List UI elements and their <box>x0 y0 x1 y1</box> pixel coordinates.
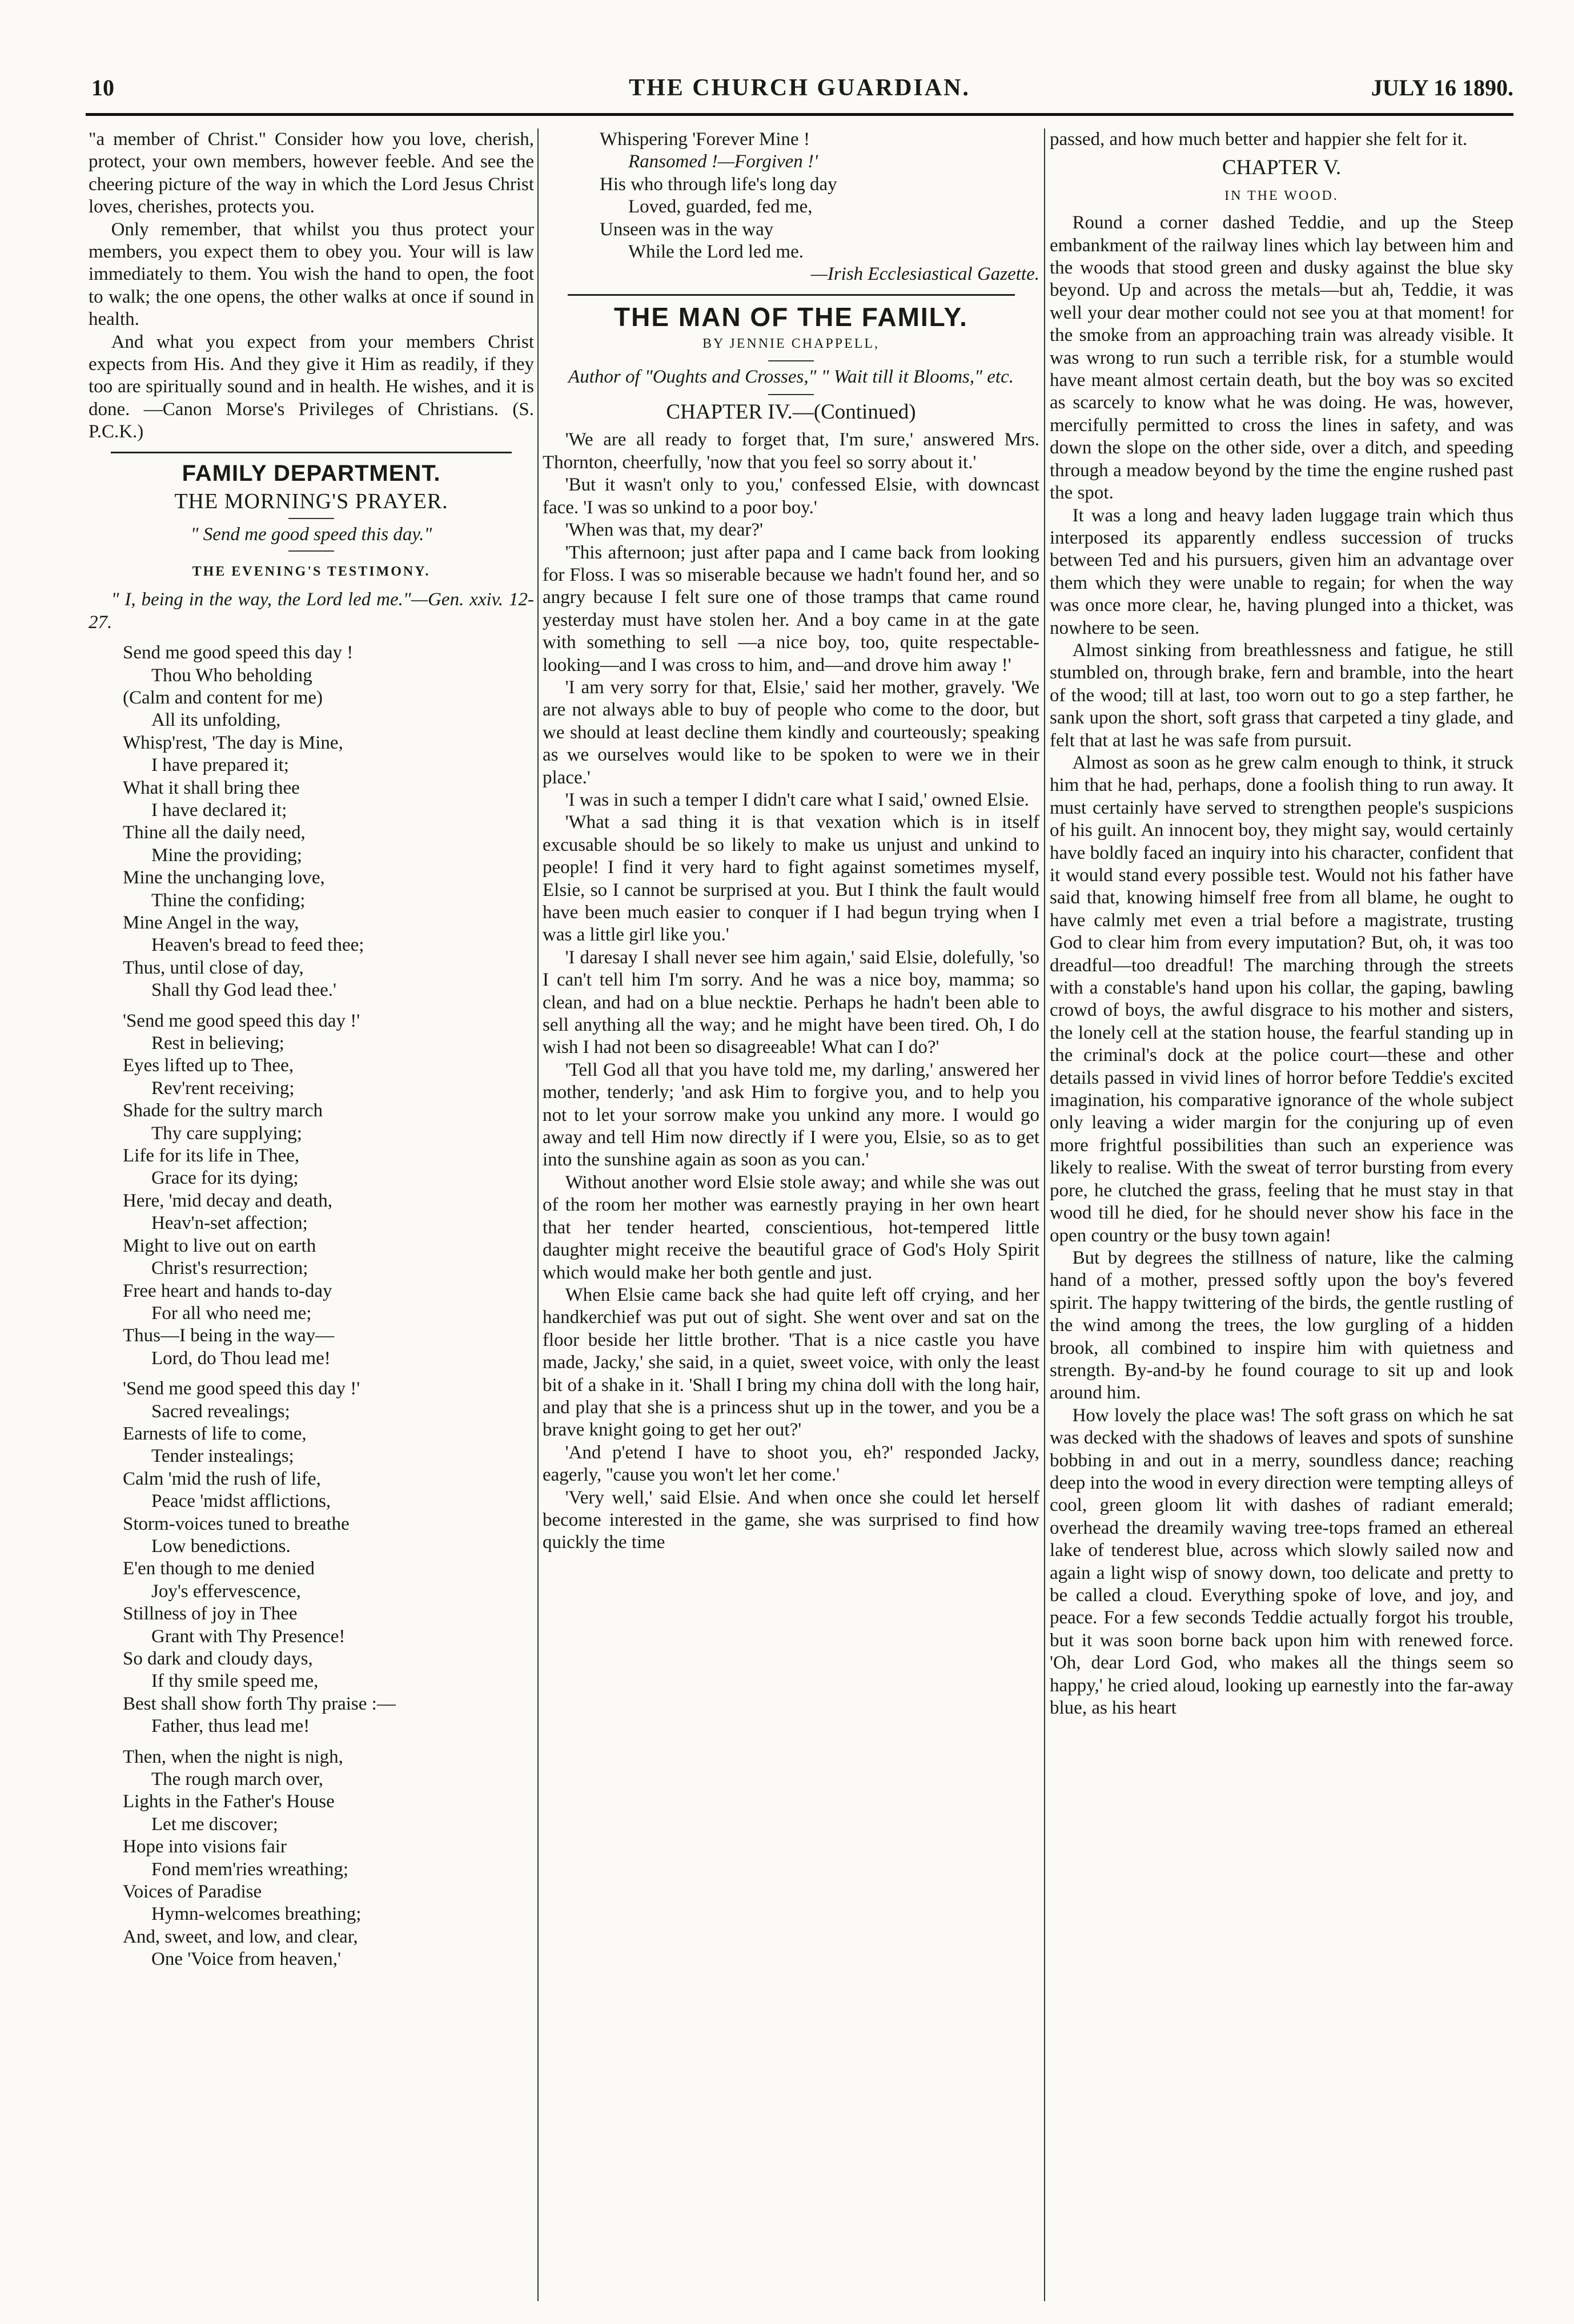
poem-line: Fond mem'ries wreathing; <box>151 1859 349 1880</box>
poem-stanza <box>123 1010 534 1370</box>
poem-line: Heav'n-set affection; <box>151 1213 308 1234</box>
author-note: Author of "Oughts and Crosses," " Wait till it Blooms," etc. <box>568 366 1014 387</box>
article-paragraph: "a member of Christ." Consider how you love, cherish, protect, your own members, however feeble. And see the cheering picture of the way in which the Lord Jesus Christ loves, cherishes, protects you. <box>89 129 534 218</box>
chapter-subtitle: IN THE WOOD. <box>1224 188 1339 203</box>
poem-line: Hymn-welcomes breathing; <box>151 1904 362 1925</box>
poem-line: Stillness of joy in Thee <box>123 1603 298 1625</box>
section-rule <box>111 452 512 453</box>
poem-line: And, sweet, and low, and clear, <box>123 1926 358 1947</box>
poem-source: —Irish Ecclesiastical Gazette. <box>810 264 1039 285</box>
story-paragraph: 'We are all ready to forget that, I'm sure,' answered Mrs. Thornton, cheerfully, 'now that you feel so sorry about it.' <box>543 429 1039 473</box>
section-title: FAMILY DEPARTMENT. <box>182 460 441 486</box>
poem-line: While the Lord led me. <box>628 242 804 263</box>
column-3 <box>1050 128 1513 2307</box>
poem-line: Voices of Paradise <box>123 1881 262 1903</box>
poem-line: Here, 'mid decay and death, <box>123 1190 332 1211</box>
poem-line: Thou Who beholding <box>151 665 312 686</box>
poem-line: Then, when the night is nigh, <box>123 1746 343 1767</box>
story-paragraph: Almost as soon as he grew calm enough to think, it struck him that he had, perhaps, done a foolish thing to run away. It must certainly have served to strengthen people's suspicions of his guilt. An innocent boy, they might say, would certainly have boldly faced an inquiry into his character, confident that it would stand every possible test. Would not his father have said that, knowing himself free from all blame, he ought to have calmly met even a trial before a magistrate, trusting God to clear him from every imputation? But, oh, it was too dreadful—too dreadful! The marching through the streets with a constable's hand upon his collar, the gaping, bawling crowd of boys, the awful disgrace to his mother and sisters, the lonely cell at the station house, the fearful standing up in the criminal's dock at the police court—these and other details passed in vivid lines of horror before Teddie's excited imagination, his comparative ignorance of the whole subject only leaving a wider margin for the conjuring up of even more frightful possibilities than such an experience was likely to realise. With the sweat of terror bursting from every pore, he clutched the grass, feeling that he must stay in that wood till he died, for he should never show his face in the open country or the busy town again! <box>1050 752 1513 1246</box>
story-paragraph: 'What a sad thing it is that vexation which is in itself excusable should be so likely to make us unjust and unkind to people! I find it very hard to fight against sometimes myself, Elsie, so I cannot be surprised at you. But I think the fault would have been much easier to conquer if I had begun trying when I was a little girl like you.' <box>543 812 1039 946</box>
poem-line: Father, thus lead me! <box>151 1716 310 1737</box>
poem-line: Grace for its dying; <box>151 1168 299 1189</box>
masthead: THE CHURCH GUARDIAN. <box>629 75 970 101</box>
story-paragraph: But by degrees the stillness of nature, like the calming hand of a mother, pressed softly upon the boy's fevered spirit. The happy twittering of the birds, the gentle rustling of the wind among the trees, the low gurgling of a hidden brook, all combined to inspire him with quietness and strength. By-and-by he found courage to sit up and look around him. <box>1050 1247 1513 1404</box>
story-paragraph: passed, and how much better and happier she felt for it. <box>1050 129 1468 150</box>
column-divider <box>1044 128 1045 2301</box>
poem-line: Let me discover; <box>151 1814 278 1835</box>
poem-title: THE MORNING'S PRAYER. <box>174 489 448 514</box>
poem-line: Lights in the Father's House <box>123 1791 335 1812</box>
divider <box>768 360 814 361</box>
story-paragraph: 'I daresay I shall never see him again,' said Elsie, dolefully, 'so I can't tell him I'm sorry. And he was a nice boy, mamma; so clean, and had on a blue necktie. Perhaps he hadn't been able to sell anything all the way; and he might have been tired. Oh, I do wish I had not been so disagreeable! What can I do?' <box>543 947 1039 1058</box>
story-paragraph: How lovely the place was! The soft grass on which he sat was decked with the shadows of leaves and spots of sunshine bobbing in and out in a merry, soundless dance; reaching deep into the wood in every direction were tempting alleys of cool, green gloom lit with dashes of radiant emerald; overhead the dreamily waving tree-tops framed an ethereal lake of tenderest blue, across which slowly sailed now and again a light wisp of snowy down, too delicate and pretty to be called a cloud. Everything spoke of love, and joy, and peace. For a few seconds Teddie actually forgot his trouble, but it was soon borne back upon him with renewed force. 'Oh, dear Lord God, who makes all the things seem so happy,' he cried aloud, looking up earnestly into the far-away blue, as his heart <box>1050 1405 1513 1719</box>
poem-line: What it shall bring thee <box>123 777 300 798</box>
poem-line: Lord, do Thou lead me! <box>151 1348 331 1369</box>
poem-line: Thus, until close of day, <box>123 957 304 978</box>
story-paragraph: 'I was in such a temper I didn't care what I said,' owned Elsie. <box>565 789 1029 810</box>
poem-line: Heaven's bread to feed thee; <box>151 935 364 956</box>
divider <box>768 394 814 395</box>
poem-line: 'Send me good speed this day !' <box>123 1378 360 1400</box>
story-paragraph: 'This afternoon; just after papa and I came back from looking for Floss. I was so miserable because we hadn't found her, and so angry because I felt sure one of those tramps that came round yesterday must have stolen her. And a boy came in at the gate with something to sell —a nice boy, too, quite respectable-looking—and I was cross to him, and—and drove him away !' <box>543 542 1039 676</box>
issue-date: JULY 16 1890. <box>1371 75 1513 100</box>
poem-line: Earnests of life to come, <box>123 1423 307 1444</box>
poem-line: Mine the providing; <box>151 845 302 866</box>
poem-line: Joy's effervescence, <box>151 1581 301 1602</box>
divider <box>288 518 334 519</box>
divider <box>288 550 334 552</box>
poem-line: One 'Voice from heaven,' <box>151 1949 341 1970</box>
poem-line: Eyes lifted up to Thee, <box>123 1055 294 1076</box>
byline: BY JENNIE CHAPPELL, <box>702 336 880 352</box>
poem-stanza <box>600 128 1039 263</box>
poem-stanza <box>123 642 534 1002</box>
article-paragraph: And what you expect from your members Christ expects from His. And they give it Him as readily, if they too are spiritually sound and in health. He wishes, and it is done. —Canon Morse's Privileges of Christians. (S. P.C.K.) <box>89 331 534 443</box>
poem-line: (Calm and content for me) <box>123 687 323 708</box>
poem-subtitle: THE EVENING'S TESTIMONY. <box>192 564 431 579</box>
story-paragraph: 'Very well,' said Elsie. And when once she could let herself become interested in the game, she was surprised to find how quickly the time <box>543 1487 1039 1553</box>
poem-line: Thine all the daily need, <box>123 822 306 843</box>
poem-line: The rough march over, <box>151 1769 324 1790</box>
poem-line: I have declared it; <box>151 799 287 821</box>
poem-line: Whispering 'Forever Mine ! <box>600 129 810 150</box>
poem-line: Calm 'mid the rush of life, <box>123 1468 321 1489</box>
story-paragraph: Almost sinking from breathlessness and fatigue, he still stumbled on, through brake, fern and bramble, into the heart of the wood; till at last, too worn out to go a step farther, he sank upon the short, soft grass that carpeted a tiny glade, and felt that at last he was safe from pursuit. <box>1050 640 1513 751</box>
poem-line: Best shall show forth Thy praise :— <box>123 1693 396 1714</box>
story-paragraph: Without another word Elsie stole away; and while she was out of the room her mother was earnestly praying in her own heart that her tender hearted, conscientious, hot-tempered little daughter might receive the beautiful grace of God's Holy Spirit which would make her both gentle and just. <box>543 1172 1039 1283</box>
poem-line: Christ's resurrection; <box>151 1258 308 1279</box>
page-header <box>86 74 1513 110</box>
poem-line: Free heart and hands to-day <box>123 1280 332 1301</box>
poem-line: All its unfolding, <box>151 710 281 731</box>
poem-line: Tender instealings; <box>151 1446 294 1467</box>
story-paragraph: It was a long and heavy laden luggage train which thus interposed its apparently endless succession of trucks between Ted and his pursuers, given him an advantage over them which they were unable to regain; for when the way was once more clear, he, having plunged into a thicket, was nowhere to be seen. <box>1050 505 1513 638</box>
poem-line: Ransomed !—Forgiven !' <box>628 151 818 172</box>
poem-stanza <box>123 1378 534 1738</box>
poem-line: Thy care supplying; <box>151 1123 302 1144</box>
poem-line: Send me good speed this day ! <box>123 642 354 664</box>
poem-line: Low benedictions. <box>151 1535 291 1557</box>
poem-line: For all who need me; <box>151 1302 312 1324</box>
poem-line: Life for its life in Thee, <box>123 1145 300 1167</box>
poem-line: Shade for the sultry march <box>123 1100 323 1121</box>
column-2 <box>543 128 1039 2307</box>
poem-line: Peace 'midst afflictions, <box>151 1491 331 1512</box>
header-rule <box>86 113 1513 116</box>
poem-line: If thy smile speed me, <box>151 1671 319 1692</box>
poem-line: Whisp'rest, 'The day is Mine, <box>123 732 343 753</box>
column-1 <box>89 128 534 2307</box>
story-paragraph: 'When was that, my dear?' <box>565 520 763 541</box>
story-paragraph: When Elsie came back she had quite left off crying, and her handkerchief was put out of sight. She went over and sat on the floor beside her little brother. 'That is a nice castle you have made, Jacky,' she said, in a quiet, sweet voice, with only the least bit of a shake in it. 'Shall I bring my china doll with the long hair, and play that she is a princess shut up in the tower, and you be a brave knight going to get her out?' <box>543 1284 1039 1441</box>
poem-line: Grant with Thy Presence! <box>151 1626 346 1647</box>
poem-line: Storm-voices tuned to breathe <box>123 1513 350 1534</box>
poem-line: Thine the confiding; <box>151 890 306 911</box>
poem-line: E'en though to me denied <box>123 1558 315 1579</box>
poem-line: Loved, guarded, fed me, <box>628 196 813 218</box>
poem-line: Mine Angel in the way, <box>123 912 299 933</box>
column-divider <box>537 128 539 2301</box>
poem-line: His who through life's long day <box>600 174 837 195</box>
poem-line: I have prepared it; <box>151 755 289 776</box>
poem-line: Rest in believing; <box>151 1033 284 1054</box>
story-paragraph: 'And p'etend I have to shoot you, eh?' responded Jacky, eagerly, ''cause you won't let her come.' <box>543 1442 1039 1486</box>
section-rule <box>568 294 1015 296</box>
poem-line: Sacred revealings; <box>151 1401 290 1422</box>
story-paragraph: 'But it wasn't only to you,' confessed Elsie, with downcast face. 'I was so unkind to a poor boy.' <box>543 475 1039 518</box>
poem-line: 'Send me good speed this day !' <box>123 1010 360 1031</box>
poem-line: Unseen was in the way <box>600 219 774 240</box>
poem-line: So dark and cloudy days, <box>123 1648 313 1669</box>
poem-line: Shall thy God lead thee.' <box>151 980 336 1001</box>
poem-epigraph: " Send me good speed this day." <box>190 524 432 545</box>
story-paragraph: 'Tell God all that you have told me, my darling,' answered her mother, tenderly; 'and ask Him to forgive you, and to help you not to let your sorrow make you unkind any more. I would go away and tell Him now directly if I were you, Elsie, so as to get into the sunshine again as soon as you can.' <box>543 1059 1039 1171</box>
poem-line: Thus—I being in the way— <box>123 1325 335 1346</box>
poem-line: Hope into visions fair <box>123 1836 287 1857</box>
story-title: THE MAN OF THE FAMILY. <box>614 301 968 332</box>
page-number: 10 <box>91 75 114 100</box>
poem-line: Rev'rent receiving; <box>151 1077 295 1099</box>
story-paragraph: Round a corner dashed Teddie, and up the Steep embankment of the railway lines which lay between him and the woods that stood green and dusky against the blue sky beyond. Up and across the metals—but ah, Teddie, it was well your dear mother could not see you at that moment! for the smoke from an approaching train was already visible. It was wrong to run such a terrible risk, for a stumble would have meant almost certain death, but the boy was so excited as scarcely to know what he was doing. He was, however, mercifully permitted to cross the lines in safety, and was down the slope on the other side, over a ditch, and speeding through a meadow beyond by the time the engine rushed past the spot. <box>1050 212 1513 504</box>
poem-line: Might to live out on earth <box>123 1235 316 1256</box>
article-paragraph: Only remember, that whilst you thus protect your members, you expect them to obey you. Your will is law immediately to them. You wish the hand to open, the foot to walk; the one opens, the other walks at once if sound in health. <box>89 219 534 330</box>
poem-epigraph: " I, being in the way, the Lord led me."—Gen. xxiv. 12-27. <box>89 589 534 633</box>
chapter-heading: CHAPTER V. <box>1222 156 1342 180</box>
poem-stanza <box>123 1746 534 1971</box>
chapter-heading: CHAPTER IV.—(Continued) <box>666 400 916 424</box>
poem-line: Mine the unchanging love, <box>123 867 325 888</box>
story-paragraph: 'I am very sorry for that, Elsie,' said her mother, gravely. 'We are not always able to buy of people who come to the door, but we should at least decline them kindly and courteously; speaking as we ourselves would like to be spoken to were we in their place.' <box>543 677 1039 788</box>
